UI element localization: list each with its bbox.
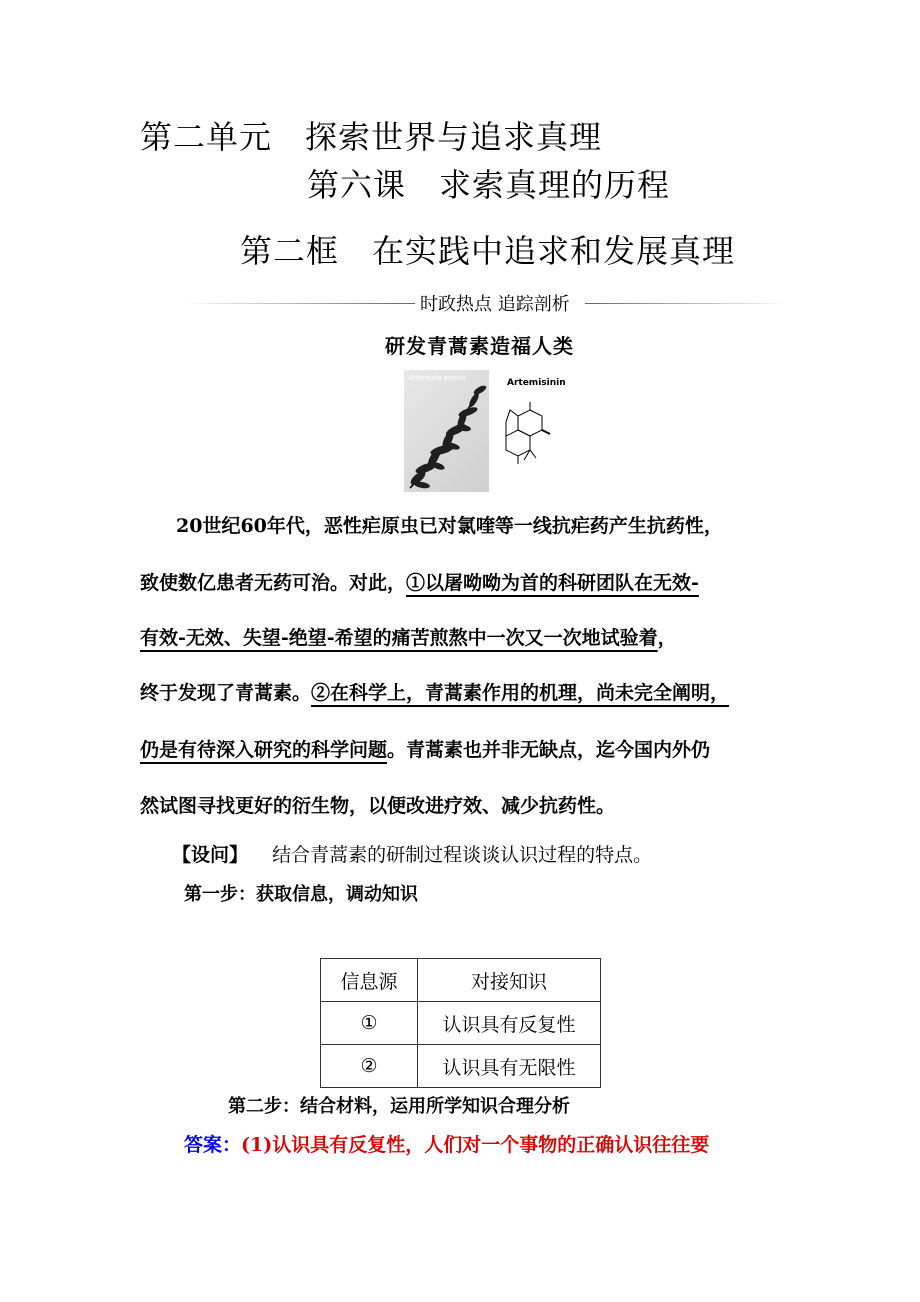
table-row xyxy=(321,1045,601,1088)
passage-line-5 xyxy=(140,736,800,765)
plant-caption: Artemisia annua xyxy=(408,374,466,382)
section-divider xyxy=(180,290,790,316)
passage-line-2 xyxy=(140,569,800,598)
highlight-2-end: 仍是有待深入研究的科学问题 xyxy=(140,739,388,761)
table-cell: ① xyxy=(321,1002,418,1045)
lesson-title: 第六课 求索真理的历程 xyxy=(307,166,671,204)
molecule-caption: Artemisinin xyxy=(507,378,566,388)
info-source-table xyxy=(320,958,601,1088)
table-cell: 认识具有反复性 xyxy=(418,1002,601,1045)
question-label: 【设问】 xyxy=(172,844,249,866)
table-row xyxy=(321,1002,601,1045)
section-label: 时政热点 追踪剖析 xyxy=(420,294,570,315)
passage-line-4 xyxy=(140,679,800,708)
table-cell: 认识具有无限性 xyxy=(418,1045,601,1088)
divider-line-right xyxy=(585,303,790,304)
answer-text: (1)认识具有反复性，人们对一个事物的正确认识往往要 xyxy=(241,1134,710,1156)
step-1-heading: 第一步：获取信息，调动知识 xyxy=(184,884,418,905)
passage-line-3 xyxy=(140,624,800,653)
question xyxy=(172,840,652,867)
unit-title: 第二单元 探索世界与追求真理 xyxy=(140,118,603,156)
highlight-1-end: 有效-无效、失望-绝望-希望的痛苦煎熬中一次又一次地试验着 xyxy=(140,627,658,649)
plant-illustration xyxy=(404,370,489,492)
passage-text: 。青蒿素也并非无缺点，迄今国内外仍 xyxy=(387,739,711,761)
artemisinin-figure xyxy=(404,370,566,495)
passage-text: ， xyxy=(657,627,677,649)
passage-line-1: 20世纪60年代，恶性疟原虫已对氯喹等一线抗疟药产生抗药性， xyxy=(176,515,723,537)
passage-text: 致使数亿患者无药可治。对此， xyxy=(140,572,407,594)
artemisia-plant-image xyxy=(404,370,489,492)
divider-line-left xyxy=(180,303,415,304)
passage-line-6: 然试图寻找更好的衍生物，以便改进疗效、减少抗药性。 xyxy=(140,795,616,817)
question-text: 结合青蒿素的研制过程谈谈认识过程的特点。 xyxy=(272,844,653,866)
passage-text: 终于发现了青蒿素。 xyxy=(140,682,312,704)
table-header-row xyxy=(321,959,601,1002)
table-header-cell: 信息源 xyxy=(321,959,418,1002)
answer xyxy=(184,1130,709,1157)
article-subtitle: 研发青蒿素造福人类 xyxy=(385,334,574,358)
artemisinin-molecule-diagram xyxy=(502,396,557,471)
table-cell: ② xyxy=(321,1045,418,1088)
step-2-heading: 第二步：结合材料，运用所学知识合理分析 xyxy=(228,1096,570,1117)
table-header-cell: 对接知识 xyxy=(418,959,601,1002)
highlight-2-start: ②在科学上，青蒿素作用的机理，尚未完全阐明， xyxy=(311,682,730,704)
frame-title: 第二框 在实践中追求和发展真理 xyxy=(240,232,736,270)
highlight-1-start: ①以屠呦呦为首的科研团队在无效- xyxy=(406,572,699,594)
answer-label: 答案： xyxy=(184,1134,242,1156)
